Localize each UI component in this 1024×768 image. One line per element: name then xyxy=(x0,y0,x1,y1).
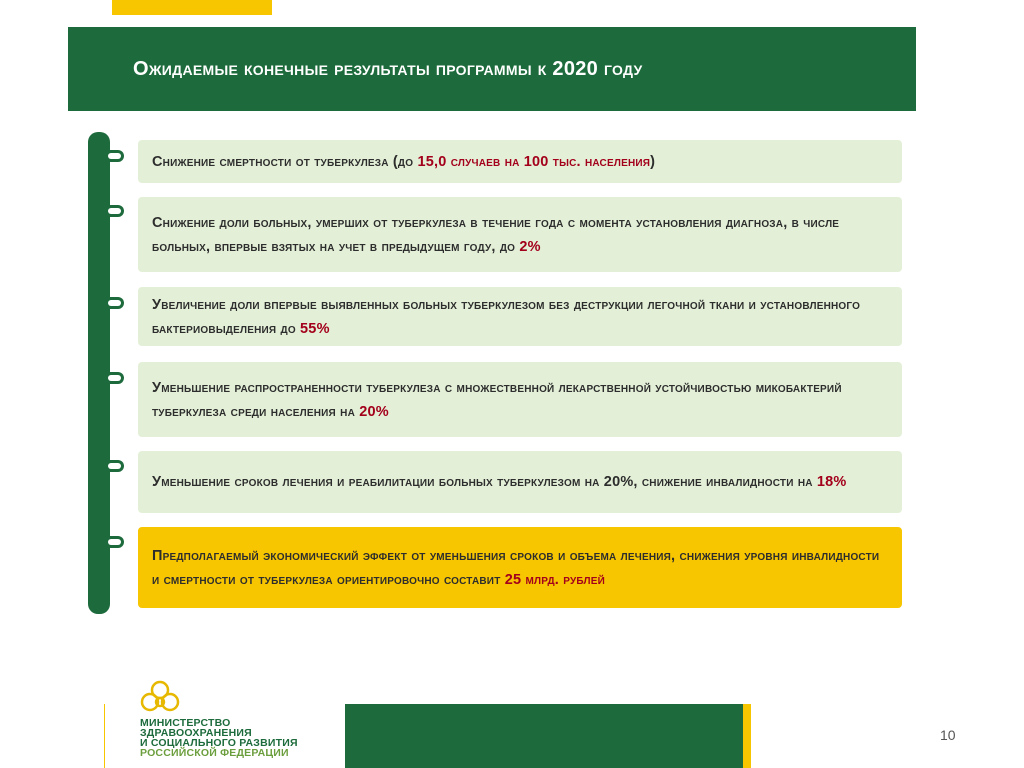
result-value: 15,0 случаев на 100 тыс. населения xyxy=(417,153,651,170)
logo-divider xyxy=(104,704,105,768)
result-text xyxy=(152,544,888,592)
logo-line-1: МИНИСТЕРСТВО xyxy=(140,717,231,729)
result-item-treatment-duration xyxy=(138,451,902,513)
result-item-death-share xyxy=(138,197,902,272)
top-accent-bar xyxy=(112,0,272,15)
footer-yellow-stripe xyxy=(743,704,751,768)
result-text xyxy=(152,211,888,259)
timeline-dot xyxy=(102,205,124,217)
result-text-run: Уменьшение распространенности туберкулеза с множественной лекарственной устойчивостью микобактерий туберкулеза среди населения на xyxy=(152,379,842,420)
timeline-dot xyxy=(102,372,124,384)
result-value: 25 млрд. рублей xyxy=(504,571,606,588)
result-text-run: ) xyxy=(650,153,656,170)
footer-green-block xyxy=(345,704,745,768)
logo-line-2: ЗДРАВООХРАНЕНИЯ xyxy=(140,727,252,739)
page-title: Ожидаемые конечные результаты программы к 2020 году xyxy=(133,57,643,80)
result-value: 18% xyxy=(816,474,847,490)
timeline-dot xyxy=(102,536,124,548)
result-value: 2% xyxy=(519,238,541,255)
logo-line-4: РОССИЙСКОЙ ФЕДЕРАЦИИ xyxy=(140,747,289,759)
result-item-mortality xyxy=(138,140,902,183)
result-text-run: Снижение смертности от туберкулеза (до xyxy=(152,153,418,170)
timeline-dot xyxy=(102,297,124,309)
timeline-dot xyxy=(102,460,124,472)
result-text xyxy=(152,376,888,424)
ministry-emblem-icon xyxy=(130,678,190,720)
result-text xyxy=(152,470,847,494)
result-text xyxy=(152,150,655,174)
result-text xyxy=(152,293,888,341)
result-text-run: Снижение доли больных, умерших от туберкулеза в течение года с момента установления диагноза, в числе больных, впервые взятых на учет в предыдущем году, до xyxy=(152,214,840,255)
result-item-mdr-prevalence xyxy=(138,362,902,437)
timeline-dot xyxy=(102,150,124,162)
result-value: 55% xyxy=(300,320,330,337)
ministry-logo-text xyxy=(140,718,298,758)
title-bar xyxy=(68,27,916,111)
logo-line-3: И СОЦИАЛЬНОГО РАЗВИТИЯ xyxy=(140,737,298,749)
result-value: 20% xyxy=(359,403,389,420)
result-text-run: Предполагаемый экономический эффект от уменьшения сроков и объема лечения, снижения уровня инвалидности и смертности от туберкулеза ориентировочно составит xyxy=(152,547,880,588)
result-item-early-detection xyxy=(138,287,902,346)
result-text-run: Уменьшение сроков лечения и реабилитации больных туберкулезом на 20%, снижение инвалидности на xyxy=(152,474,817,490)
page-number: 10 xyxy=(940,727,956,743)
result-text-run: Увеличение доли впервые выявленных больных туберкулезом без деструкции легочной ткани и установленного бактериовыделения до xyxy=(152,296,861,337)
result-item-economic-effect xyxy=(138,527,902,608)
